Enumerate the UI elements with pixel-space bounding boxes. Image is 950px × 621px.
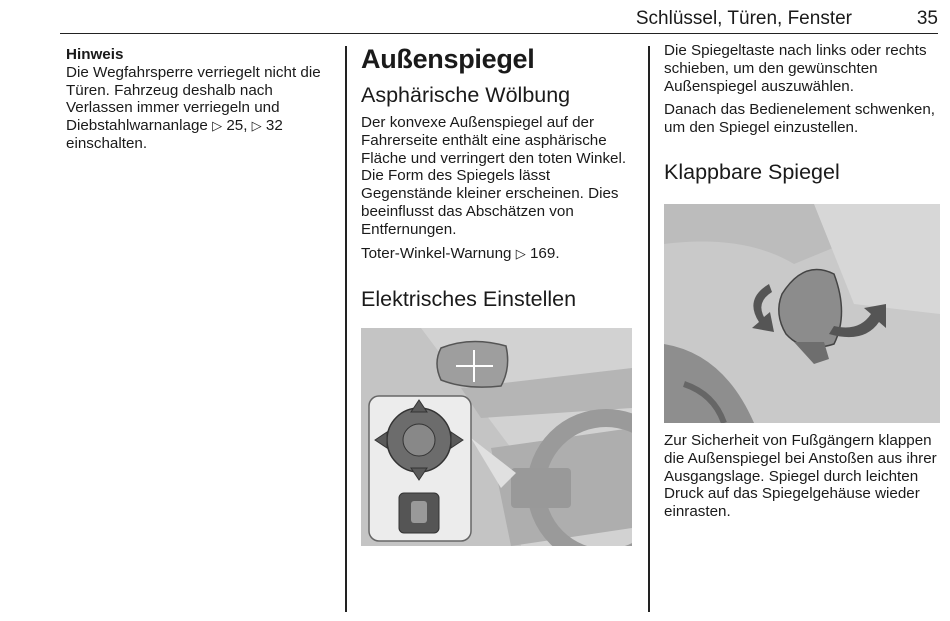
paragraph: Danach das Bedienelement schwenken, um den Spiegel einzustellen. <box>664 101 936 137</box>
folding-mirror-figure <box>664 204 940 423</box>
note-label: Hinweis <box>66 46 124 63</box>
section-title: Außenspiegel <box>361 44 535 74</box>
mirror-control-figure <box>361 328 632 546</box>
subsection-title: Asphärische Wölbung <box>361 83 571 107</box>
reference-arrow-icon: ▷ <box>251 118 262 134</box>
column-left: Hinweis Die Wegfahrsperre verriegelt nicht die Türen. Fahrzeug deshalb nach Verlassen immer verriegeln und Diebstahlwarnanlage ▷ 25, ▷ 32 einschalten. <box>66 46 321 152</box>
chapter-title: Schlüssel, Türen, Fenster <box>635 8 852 29</box>
page-header <box>60 0 938 34</box>
column-right <box>664 42 940 199</box>
page-number: 35 <box>916 8 938 29</box>
folding-mirror-illustration <box>664 204 940 423</box>
subsection-title: Elektrisches Einstellen <box>361 287 577 312</box>
note-text: Die Wegfahrsperre verriegelt nicht die Türen. Fahrzeug deshalb nach Verlassen immer verriegeln und Diebstahlwarnanlage <box>66 63 321 135</box>
column-middle <box>361 42 635 318</box>
subsection-title: Klappbare Spiegel <box>664 159 840 184</box>
column-divider-2 <box>648 46 650 612</box>
page-ref-link[interactable]: 32 <box>265 117 283 135</box>
column-divider-1 <box>345 46 347 612</box>
paragraph: Toter-Winkel-Warnung <box>361 244 512 262</box>
page-ref-link[interactable]: 169. <box>529 244 560 262</box>
paragraph: Die Spiegeltaste nach links oder rechts schieben, um den gewünschten Außenspiegel auszuwählen. <box>664 42 927 95</box>
reference-arrow-icon: ▷ <box>515 245 526 261</box>
note-text-end: einschalten. <box>66 134 148 152</box>
paragraph: Zur Sicherheit von Fußgängern klappen die Außenspiegel bei Anstoßen aus ihrer Ausgangslage. Spiegel durch leichten Druck auf das Spiegelgehäuse wieder einrasten. <box>664 432 937 521</box>
mirror-control-illustration <box>361 328 632 546</box>
reference-arrow-icon: ▷ <box>212 118 223 134</box>
paragraph: Der konvexe Außenspiegel auf der Fahrerseite enthält eine asphärische Fläche und verringert den toten Winkel. Die Form des Spiegels lässt Gegenstände kleiner erscheinen. Dies beeinflusst das Abschätzen von Entfernungen. <box>361 114 627 238</box>
column-right-lower <box>664 432 940 527</box>
page-ref-link[interactable]: 25 <box>226 117 244 135</box>
